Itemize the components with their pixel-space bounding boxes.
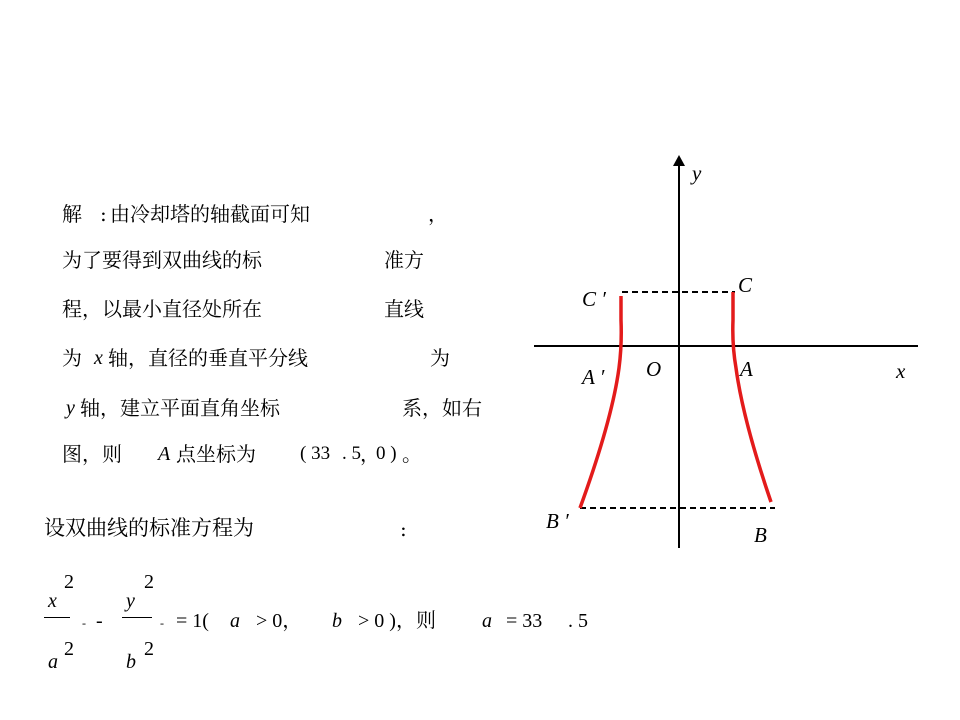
var-y: y: [66, 397, 75, 419]
coord-open: ( 33: [300, 443, 331, 464]
b-positive: > 0 )，则: [358, 610, 436, 632]
var-b: b: [332, 610, 342, 632]
left-hyperbola-branch: [580, 296, 621, 508]
var-a: a: [230, 610, 240, 632]
b-denominator: b: [126, 651, 136, 673]
y-numerator: y: [126, 590, 135, 612]
equation-intro: 设双曲线的标准方程为: [44, 516, 254, 540]
line-3a: 程，以最小直径处所在: [62, 297, 262, 321]
y-exponent: 2: [144, 571, 154, 593]
point-C-prime-label: C ′: [582, 287, 606, 311]
minus-sign: -: [96, 610, 103, 632]
coord-comma: ，: [360, 442, 380, 466]
point-A-prime-label: A ′: [582, 365, 605, 389]
y-axis-arrow-icon: [673, 155, 685, 166]
var-A: A: [158, 443, 171, 465]
line-2b: 准方: [384, 248, 424, 272]
line-5a: 轴，建立平面直角坐标: [80, 396, 280, 420]
solution-label: 解: [62, 202, 82, 226]
line-2a: 为了要得到双曲线的标: [62, 248, 262, 272]
a-exponent: 2: [64, 638, 74, 660]
point-A-label: A: [740, 357, 753, 381]
a-value-decimal: . 5: [568, 610, 588, 632]
point-C-label: C: [738, 273, 753, 297]
right-hyperbola-branch: [733, 292, 771, 502]
dash-small-2: -: [160, 616, 164, 630]
var-x: x: [94, 347, 103, 369]
equals-one: = 1(: [176, 610, 209, 632]
origin-label: O: [646, 357, 662, 381]
x-exponent: 2: [64, 571, 74, 593]
line-1: 由冷却塔的轴截面可知: [110, 202, 310, 226]
line-6a: 图，则: [62, 442, 122, 466]
var-a-result: a: [482, 610, 492, 632]
coord-close: 0 ): [376, 443, 397, 464]
x-axis-label: x: [896, 359, 906, 383]
line-4c: 为: [430, 346, 450, 370]
line-4a: 为: [62, 346, 82, 370]
a-value: = 33: [506, 610, 543, 632]
a-positive: > 0，: [256, 610, 303, 632]
x-numerator: x: [48, 590, 57, 612]
y-axis-label: y: [692, 161, 702, 185]
colon: :: [100, 202, 107, 226]
line-3b: 直线: [384, 297, 424, 321]
b-exponent: 2: [144, 638, 154, 660]
line-6b: 点坐标为: [176, 442, 256, 466]
coord-dec: . 5: [342, 443, 361, 464]
dash-small-1: -: [82, 616, 86, 630]
point-B-prime-label: B ′: [546, 509, 569, 533]
line-4b: 轴，直径的垂直平分线: [108, 346, 308, 370]
point-B-label: B: [754, 523, 767, 547]
comma: ，: [428, 202, 448, 226]
equation-colon: :: [400, 517, 407, 541]
line-5b: 系，如右: [402, 396, 482, 420]
period: 。: [402, 442, 422, 466]
a-denominator: a: [48, 651, 58, 673]
